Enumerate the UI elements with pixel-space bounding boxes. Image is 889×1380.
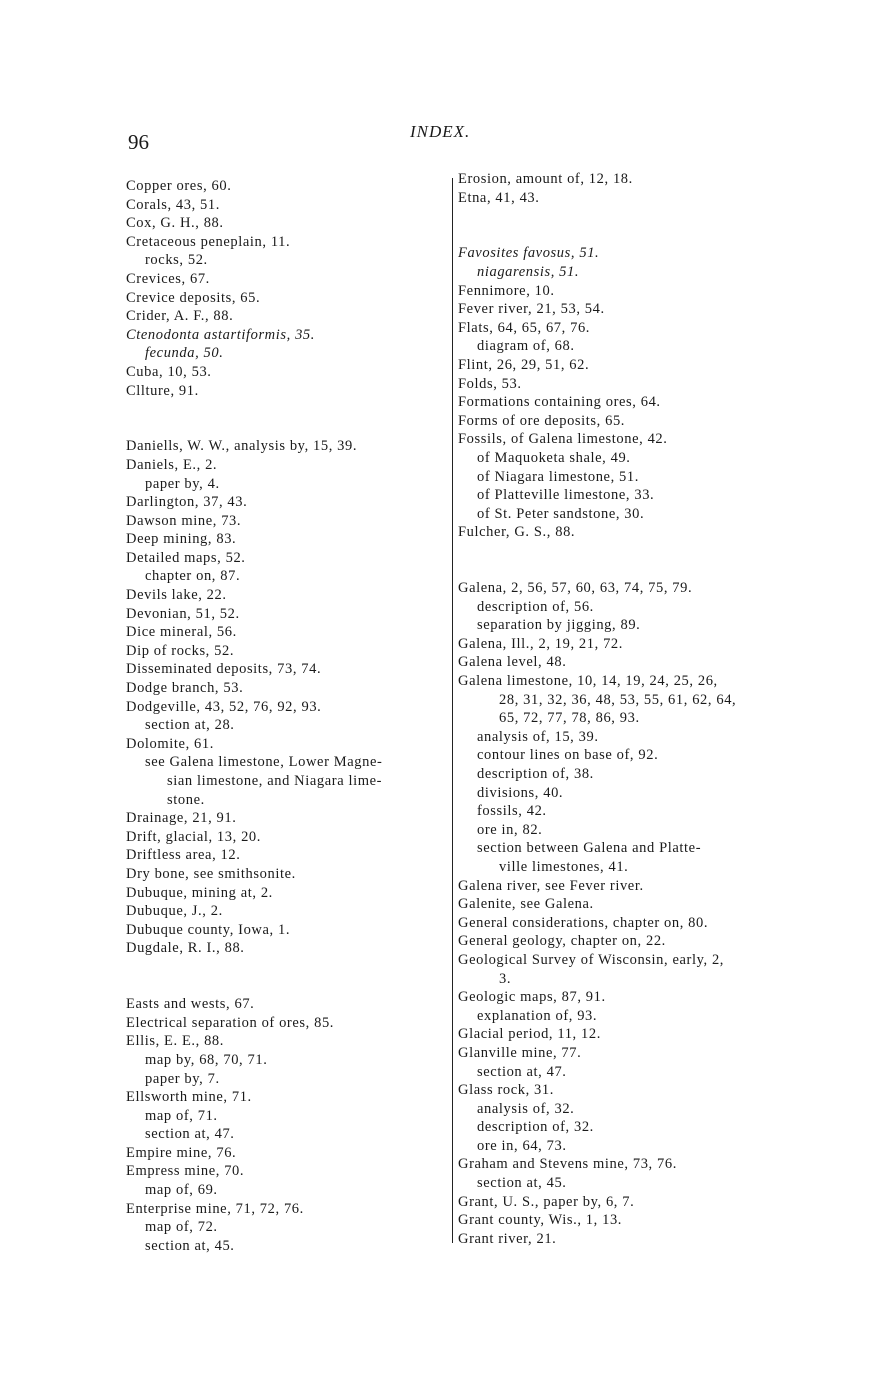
index-subentry: map of, 72. — [145, 1219, 218, 1236]
index-entry: Dubuque, mining at, 2. — [126, 884, 273, 901]
section-gap — [458, 207, 803, 244]
index-entry: Corals, 43, 51. — [126, 196, 220, 213]
index-subentry: stone. — [167, 791, 205, 808]
index-subentry: ville limestones, 41. — [499, 858, 629, 875]
index-entry: Formations containing ores, 64. — [458, 394, 661, 411]
index-subentry: ore in, 82. — [477, 821, 543, 838]
index-subentry: contour lines on base of, 92. — [477, 747, 659, 764]
index-entry: Ellsworth mine, 71. — [126, 1089, 252, 1106]
index-entry: Dice mineral, 56. — [126, 624, 237, 641]
index-subentry: 28, 31, 32, 36, 48, 53, 55, 61, 62, 64, — [499, 691, 737, 708]
index-entry: Dolomite, 61. — [126, 735, 214, 752]
index-subentry: explanation of, 93. — [477, 1007, 598, 1024]
index-entry: Galena, 2, 56, 57, 60, 63, 74, 75, 79. — [458, 580, 693, 597]
index-subentry: description of, 38. — [477, 766, 594, 782]
section-gap — [126, 400, 456, 437]
index-entry: Flats, 64, 65, 67, 76. — [458, 319, 591, 336]
index-entry: Etna, 41, 43. — [458, 189, 540, 206]
index-subentry: of Niagara limestone, 51. — [477, 468, 639, 485]
index-entry: Graham and Stevens mine, 73, 76. — [458, 1156, 677, 1173]
index-entry: General geology, chapter on, 22. — [458, 933, 666, 950]
index-entry: Cox, G. H., 88. — [126, 215, 224, 232]
page-number: 96 — [128, 130, 149, 154]
index-subentry: paper by, 7. — [145, 1070, 220, 1087]
index-column-right — [458, 170, 803, 1248]
index-entry: Disseminated deposits, 73, 74. — [126, 661, 322, 678]
index-entry: Dodge branch, 53. — [126, 680, 244, 697]
index-entry: Galena limestone, 10, 14, 19, 24, 25, 26, — [458, 673, 718, 690]
index-subentry: of Maquoketa shale, 49. — [477, 449, 631, 466]
index-entry: Galenite, see Galena. — [458, 896, 594, 913]
index-subentry: see Galena limestone, Lower Magne- — [145, 754, 383, 771]
index-subentry: map by, 68, 70, 71. — [145, 1051, 268, 1068]
index-subentry: chapter on, 87. — [145, 568, 241, 585]
index-entry: Dawson mine, 73. — [126, 512, 242, 529]
index-subentry: fossils, 42. — [477, 803, 547, 820]
index-entry: Fennimore, 10. — [458, 282, 555, 299]
index-entry: Drift, glacial, 13, 20. — [126, 828, 262, 845]
index-entry: Glass rock, 31. — [458, 1082, 554, 1099]
index-entry: Favosites favosus, 51. — [458, 245, 600, 262]
index-entry: Geologic maps, 87, 91. — [458, 989, 606, 1006]
index-subentry: sian limestone, and Niagara lime- — [167, 773, 383, 789]
index-entry: Drainage, 21, 91. — [126, 810, 237, 827]
index-subentry: section at, 45. — [145, 1237, 235, 1254]
index-subentry: niagarensis, 51. — [477, 263, 580, 280]
index-entry: Devils lake, 22. — [126, 587, 227, 604]
index-entry: Devonian, 51, 52. — [126, 605, 240, 622]
index-entry: Crider, A. F., 88. — [126, 308, 234, 325]
index-entry: Galena level, 48. — [458, 654, 567, 671]
index-entry: Crevices, 67. — [126, 270, 210, 287]
index-subentry: ore in, 64, 73. — [477, 1137, 567, 1154]
index-entry: Detailed maps, 52. — [126, 549, 246, 566]
index-entry: Ctenodonta astartiformis, 35. — [126, 326, 315, 343]
index-subentry: section at, 45. — [477, 1175, 567, 1192]
index-entry: Glacial period, 11, 12. — [458, 1026, 601, 1043]
index-entry: Fever river, 21, 53, 54. — [458, 301, 605, 318]
index-subentry: section between Galena and Platte- — [477, 840, 702, 857]
index-entry: Crevice deposits, 65. — [126, 289, 261, 306]
section-gap — [458, 542, 803, 579]
index-entry: Cuba, 10, 53. — [126, 363, 212, 380]
index-entry: Copper ores, 60. — [126, 178, 232, 194]
index-entry: Enterprise mine, 71, 72, 76. — [126, 1200, 304, 1217]
index-entry: Empress mine, 70. — [126, 1163, 245, 1180]
index-subentry: description of, 56. — [477, 598, 594, 615]
index-subentry: analysis of, 32. — [477, 1100, 575, 1117]
index-entry: Dubuque, J., 2. — [126, 903, 223, 920]
index-entry: Easts and wests, 67. — [126, 996, 255, 1013]
index-entry: Driftless area, 12. — [126, 847, 241, 864]
index-entry: Darlington, 37, 43. — [126, 494, 248, 511]
index-subentry: fecunda, 50. — [145, 345, 224, 362]
index-entry: Grant county, Wis., 1, 13. — [458, 1212, 623, 1229]
index-subentry: section at, 47. — [477, 1063, 567, 1080]
index-subentry: section at, 47. — [145, 1126, 235, 1143]
index-entry: Empire mine, 76. — [126, 1144, 237, 1161]
index-subentry: of St. Peter sandstone, 30. — [477, 505, 645, 522]
index-subentry: separation by jigging, 89. — [477, 617, 641, 634]
index-subentry: of Platteville limestone, 33. — [477, 487, 655, 504]
index-entry: Grant river, 21. — [458, 1230, 557, 1247]
index-entry: Cretaceous peneplain, 11. — [126, 233, 291, 250]
index-subentry: rocks, 52. — [145, 252, 208, 269]
index-subentry: description of, 32. — [477, 1119, 594, 1136]
section-gap — [126, 958, 456, 995]
index-subentry: divisions, 40. — [477, 784, 564, 801]
index-entry: General considerations, chapter on, 80. — [458, 914, 709, 931]
index-entry: Forms of ore deposits, 65. — [458, 412, 626, 429]
column-divider — [452, 178, 453, 1243]
index-subentry: paper by, 4. — [145, 475, 220, 492]
index-entry: Daniels, E., 2. — [126, 456, 218, 473]
index-entry: Glanville mine, 77. — [458, 1044, 582, 1061]
index-subentry: analysis of, 15, 39. — [477, 728, 599, 745]
index-entry: Folds, 53. — [458, 375, 522, 392]
index-entry: Erosion, amount of, 12, 18. — [458, 171, 633, 187]
index-column-left — [126, 177, 456, 1255]
index-entry: Galena, Ill., 2, 19, 21, 72. — [458, 635, 623, 652]
index-entry: Dry bone, see smithsonite. — [126, 865, 296, 882]
index-entry: Dodgeville, 43, 52, 76, 92, 93. — [126, 698, 322, 715]
index-entry: Grant, U. S., paper by, 6, 7. — [458, 1193, 635, 1210]
index-entry: Daniells, W. W., analysis by, 15, 39. — [126, 438, 358, 455]
page-title: INDEX. — [410, 122, 471, 141]
index-entry: Ellis, E. E., 88. — [126, 1033, 224, 1050]
index-entry: Electrical separation of ores, 85. — [126, 1014, 335, 1031]
index-entry: Cllture, 91. — [126, 382, 199, 399]
index-entry: Geological Survey of Wisconsin, early, 2, — [458, 951, 725, 968]
index-subentry: section at, 28. — [145, 717, 235, 734]
index-subentry: map of, 69. — [145, 1182, 218, 1199]
index-entry: Dip of rocks, 52. — [126, 642, 235, 659]
index-subentry: map of, 71. — [145, 1107, 218, 1124]
index-subentry: 65, 72, 77, 78, 86, 93. — [499, 710, 640, 727]
index-subentry: diagram of, 68. — [477, 338, 575, 355]
index-subentry: 3. — [499, 970, 512, 987]
index-entry: Fulcher, G. S., 88. — [458, 524, 576, 541]
index-entry: Galena river, see Fever river. — [458, 877, 644, 894]
index-entry: Flint, 26, 29, 51, 62. — [458, 356, 590, 373]
index-entry: Fossils, of Galena limestone, 42. — [458, 431, 668, 448]
index-entry: Deep mining, 83. — [126, 531, 237, 548]
index-entry: Dubuque county, Iowa, 1. — [126, 921, 291, 938]
index-entry: Dugdale, R. I., 88. — [126, 940, 245, 957]
